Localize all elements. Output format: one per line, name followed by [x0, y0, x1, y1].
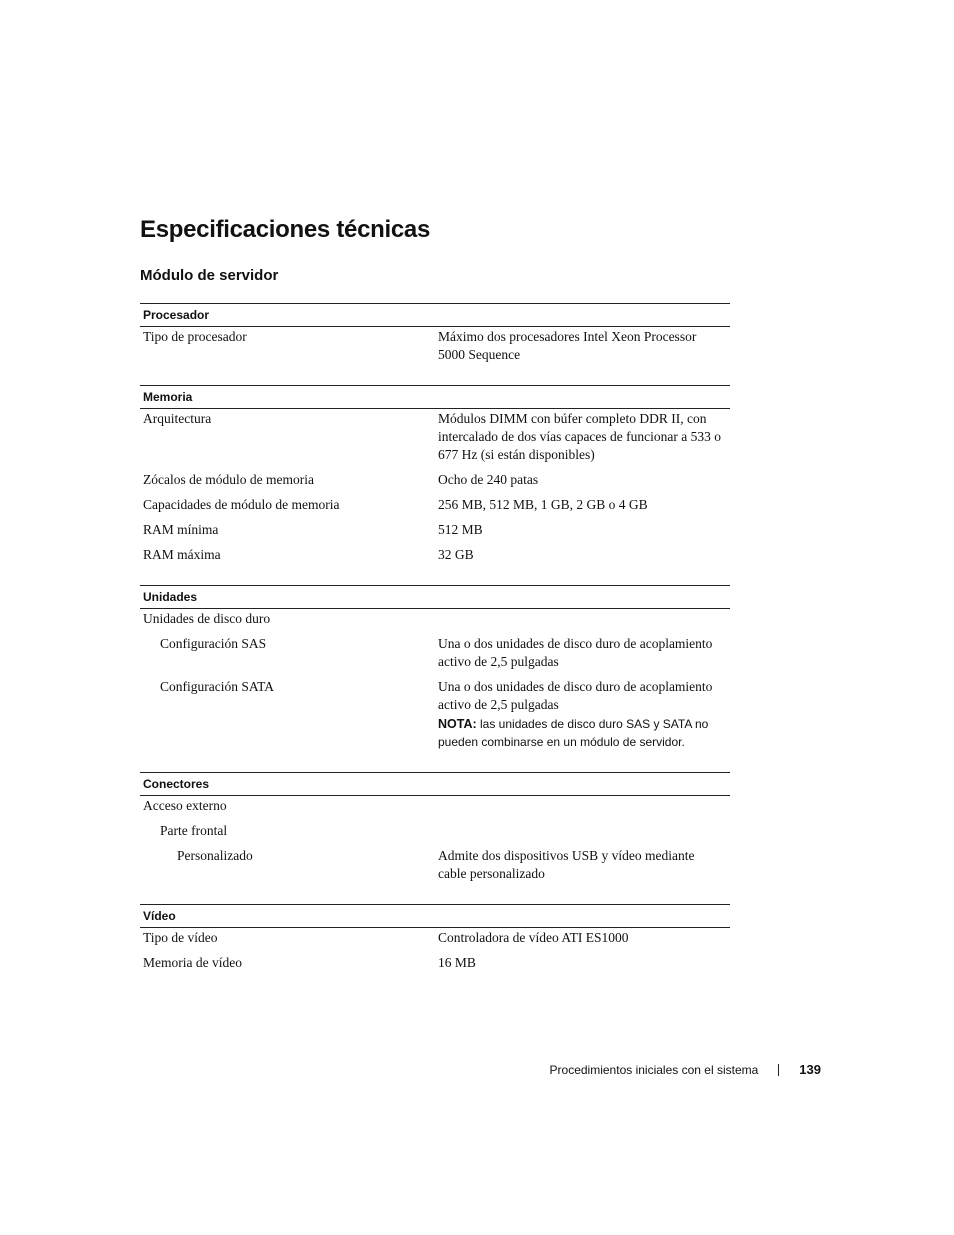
- spec-row: [140, 410, 730, 471]
- spec-row: [140, 635, 730, 678]
- page-title: Especificaciones técnicas: [140, 216, 430, 243]
- spec-value: Admite dos dispositivos USB y vídeo mediante cable personalizado: [438, 848, 695, 881]
- spec-row: [140, 610, 730, 635]
- spec-value: 32 GB: [438, 547, 474, 562]
- spec-value: Controladora de vídeo ATI ES1000: [438, 930, 629, 945]
- spec-group-procesador: [140, 303, 730, 385]
- spec-label: Configuración SATA: [160, 679, 275, 694]
- page-footer: [550, 1060, 821, 1080]
- spec-row: [140, 496, 730, 521]
- spec-row: [140, 847, 730, 890]
- spec-label: Arquitectura: [143, 411, 212, 426]
- spec-value: Máximo dos procesadores Intel Xeon Processor 5000 Sequence: [438, 329, 697, 362]
- note-label: NOTA:: [438, 717, 477, 731]
- page-number: 139: [799, 1062, 821, 1077]
- footer-separator: [778, 1064, 779, 1076]
- spec-label: Tipo de vídeo: [143, 930, 218, 945]
- spec-row: [140, 822, 730, 847]
- group-body: [140, 409, 730, 585]
- spec-table: [140, 303, 730, 993]
- spec-row: [140, 328, 730, 371]
- group-header: Unidades: [140, 585, 730, 609]
- spec-label: Tipo de procesador: [143, 329, 247, 344]
- spec-value: Módulos DIMM con búfer completo DDR II, con intercalado de dos vías capaces de funcionar a 533 o 677 Hz (si están disponibles): [438, 411, 722, 462]
- spec-value: [435, 797, 725, 815]
- spec-row: [140, 471, 730, 496]
- spec-value: Una o dos unidades de disco duro de acoplamiento activo de 2,5 pulgadas: [438, 636, 713, 669]
- spec-label: Capacidades de módulo de memoria: [143, 497, 340, 512]
- spec-label: Zócalos de módulo de memoria: [143, 472, 314, 487]
- spec-row: [140, 954, 730, 979]
- footer-text: Procedimientos iniciales con el sistema: [549, 1063, 759, 1077]
- group-body: [140, 609, 730, 772]
- spec-value: [435, 610, 725, 628]
- spec-label: Acceso externo: [143, 798, 227, 813]
- spec-row: [140, 678, 730, 758]
- spec-value: 16 MB: [438, 955, 476, 970]
- note-text: las unidades de disco duro SAS y SATA no pueden combinarse en un módulo de servidor.: [438, 717, 709, 749]
- spec-label: Parte frontal: [160, 823, 228, 838]
- spec-row: [140, 521, 730, 546]
- group-header: Vídeo: [140, 904, 730, 928]
- group-body: [140, 796, 730, 904]
- spec-value: Una o dos unidades de disco duro de acoplamiento activo de 2,5 pulgadas: [438, 679, 713, 712]
- spec-group-conectores: [140, 772, 730, 904]
- spec-label: Unidades de disco duro: [143, 611, 271, 626]
- spec-value: Ocho de 240 patas: [438, 472, 539, 487]
- spec-row: [140, 797, 730, 822]
- spec-group-video: [140, 904, 730, 993]
- spec-label: RAM mínima: [143, 522, 219, 537]
- spec-value: [435, 822, 725, 840]
- group-header: Procesador: [140, 303, 730, 327]
- group-body: [140, 327, 730, 385]
- group-body: [140, 928, 730, 993]
- note: [438, 714, 721, 751]
- spec-label: Memoria de vídeo: [143, 955, 242, 970]
- spec-row: [140, 546, 730, 571]
- section-title: Módulo de servidor: [140, 267, 279, 284]
- spec-value-cell: [435, 678, 725, 751]
- group-header: Conectores: [140, 772, 730, 796]
- spec-group-memoria: [140, 385, 730, 585]
- group-header: Memoria: [140, 385, 730, 409]
- spec-label: Personalizado: [177, 848, 253, 863]
- spec-label: Configuración SAS: [160, 636, 267, 651]
- spec-row: [140, 929, 730, 954]
- spec-value: 256 MB, 512 MB, 1 GB, 2 GB o 4 GB: [438, 497, 648, 512]
- spec-label: RAM máxima: [143, 547, 221, 562]
- spec-group-unidades: [140, 585, 730, 772]
- spec-value: 512 MB: [438, 522, 483, 537]
